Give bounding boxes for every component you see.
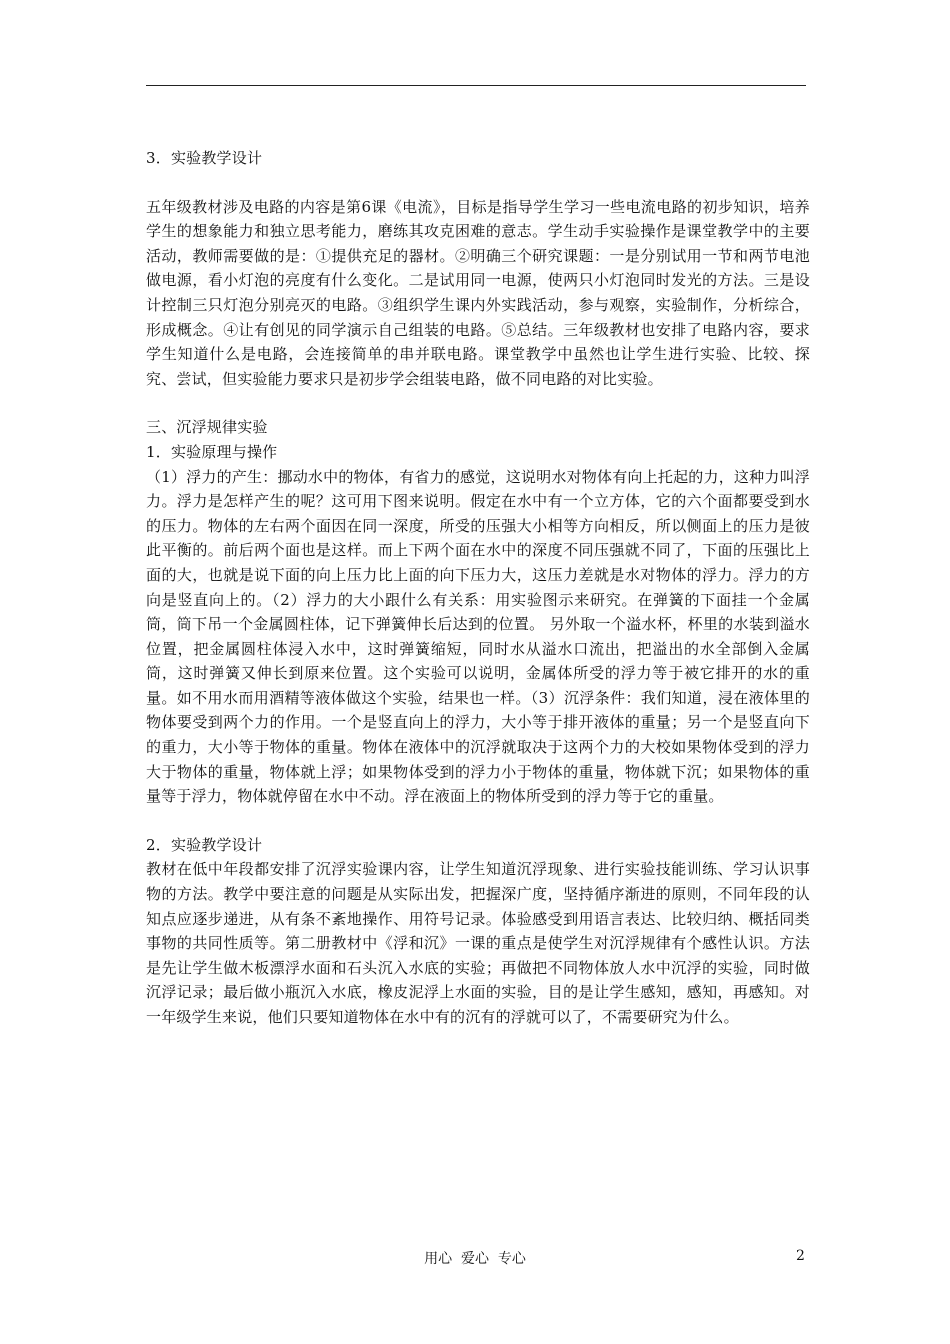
paragraph-buoyancy-design: 教材在低中年段都安排了沉浮实验课内容，让学生知道沉浮现象、进行实验技能训练、学习认识事物的方法。教学中要注意的问题是从实际出发，把握深广度，坚持循序渐进的原则，不同年段的认知点应逐步递进，从有条不紊地操作、用符号记录。体验感受到用语言表达、比较归纳、概括同类事物的共同性质等。第二册教材中《浮和沉》一课的重点是使学生对沉浮规律有个感性认识。方法是先让学生做木板漂浮水面和石头沉入水底的实验；再做把不同物体放人水中沉浮的实验，同时做沉浮记录；最后做小瓶沉入水底，橡皮泥浮上水面的实验，目的是让学生感知，感知，再感知。对一年级学生来说，他们只要知道物体在水中有的沉有的浮就可以了，不需要研究为什么。 [146, 860, 810, 1026]
spacer [146, 391, 810, 415]
header-rule [146, 85, 806, 86]
subheading-teaching-design: 2．实验教学设计 [146, 835, 263, 854]
page-content [146, 146, 810, 1030]
subheading-principle: 1．实验原理与操作 [146, 442, 278, 461]
spacer [146, 171, 810, 195]
paragraph-circuit-design: 五年级教材涉及电路的内容是第6课《电流》，目标是指导学生学习一些电流电路的初步知识，培养学生的想象能力和独立思考能力，磨练其攻克困难的意志。学生动手实验操作是课堂教学中的主要活动，教师需要做的是：①提供充足的器材。②明确三个研究课题：一是分别试用一节和两节电池做电源，看小灯泡的亮度有什么变化。二是试用同一电源，使两只小灯泡同时发光的方法。三是设计控制三只灯泡分别亮灭的电路。③组织学生课内外实践活动，参与观察，实验制作，分析综合，形成概念。④让有创见的同学演示自己组装的电路。⑤总结。三年级教材也安排了电路内容，要求学生知道什么是电路，会连接简单的串并联电路。课堂教学中虽然也让学生进行实验、比较、探究、尝试，但实验能力要求只是初步学会组装电路，做不同电路的对比实验。 [146, 197, 810, 388]
section-title-buoyancy: 三、沉浮规律实验 [146, 418, 268, 437]
footer-motto: 用心 爱心 专心 [424, 1251, 526, 1267]
section-heading-experiment-design: 3．实验教学设计 [146, 149, 263, 167]
paragraph-buoyancy-principle: （1）浮力的产生：挪动水中的物体，有省力的感觉，这说明水对物体有向上托起的力，这种力叫浮力。浮力是怎样产生的呢？这可用下图来说明。假定在水中有一个立方体，它的六个面都要受到水的压力。物体的左右两个面因在同一深度，所受的压强大小相等方向相反，所以侧面上的压力是彼此平衡的。前后两个面也是这样。而上下两个面在水中的深度不同压强就不同了，下面的压强比上面的大，也就是说下面的向上压力比上面的向下压力大，这压力差就是水对物体的浮力。浮力的方向是竖直向上的。（2）浮力的大小跟什么有关系：用实验图示来研究。在弹簧的下面挂一个金属筒，筒下吊一个金属圆柱体，记下弹簧伸长后达到的位置。 另外取一个溢水杯，杯里的水装到溢水位置，把金属圆柱体浸入水中，这时弹簧缩短，同时水从溢水口流出，把溢出的水全部倒入金属筒，这时弹簧又伸长到原来位置。这个实验可以说明，金属体所受的浮力等于被它排开的水的重量。如不用水而用酒精等液体做这个实验，结果也一样。（3）沉浮条件：我们知道，浸在液体里的物体要受到两个力的作用。一个是竖直向上的浮力，大小等于排开液体的重量；另一个是竖直向下的重力，大小等于物体的重量。物体在液体中的沉浮就取决于这两个力的大校如果物体受到的浮力大于物体的重量，物体就上浮；如果物体受到的浮力小于物体的重量，物体就下沉；如果物体的重量等于浮力，物体就停留在水中不动。浮在液面上的物体所受到的浮力等于它的重量。 [146, 467, 810, 806]
spacer [146, 809, 810, 833]
page-number: 2 [796, 1248, 805, 1264]
